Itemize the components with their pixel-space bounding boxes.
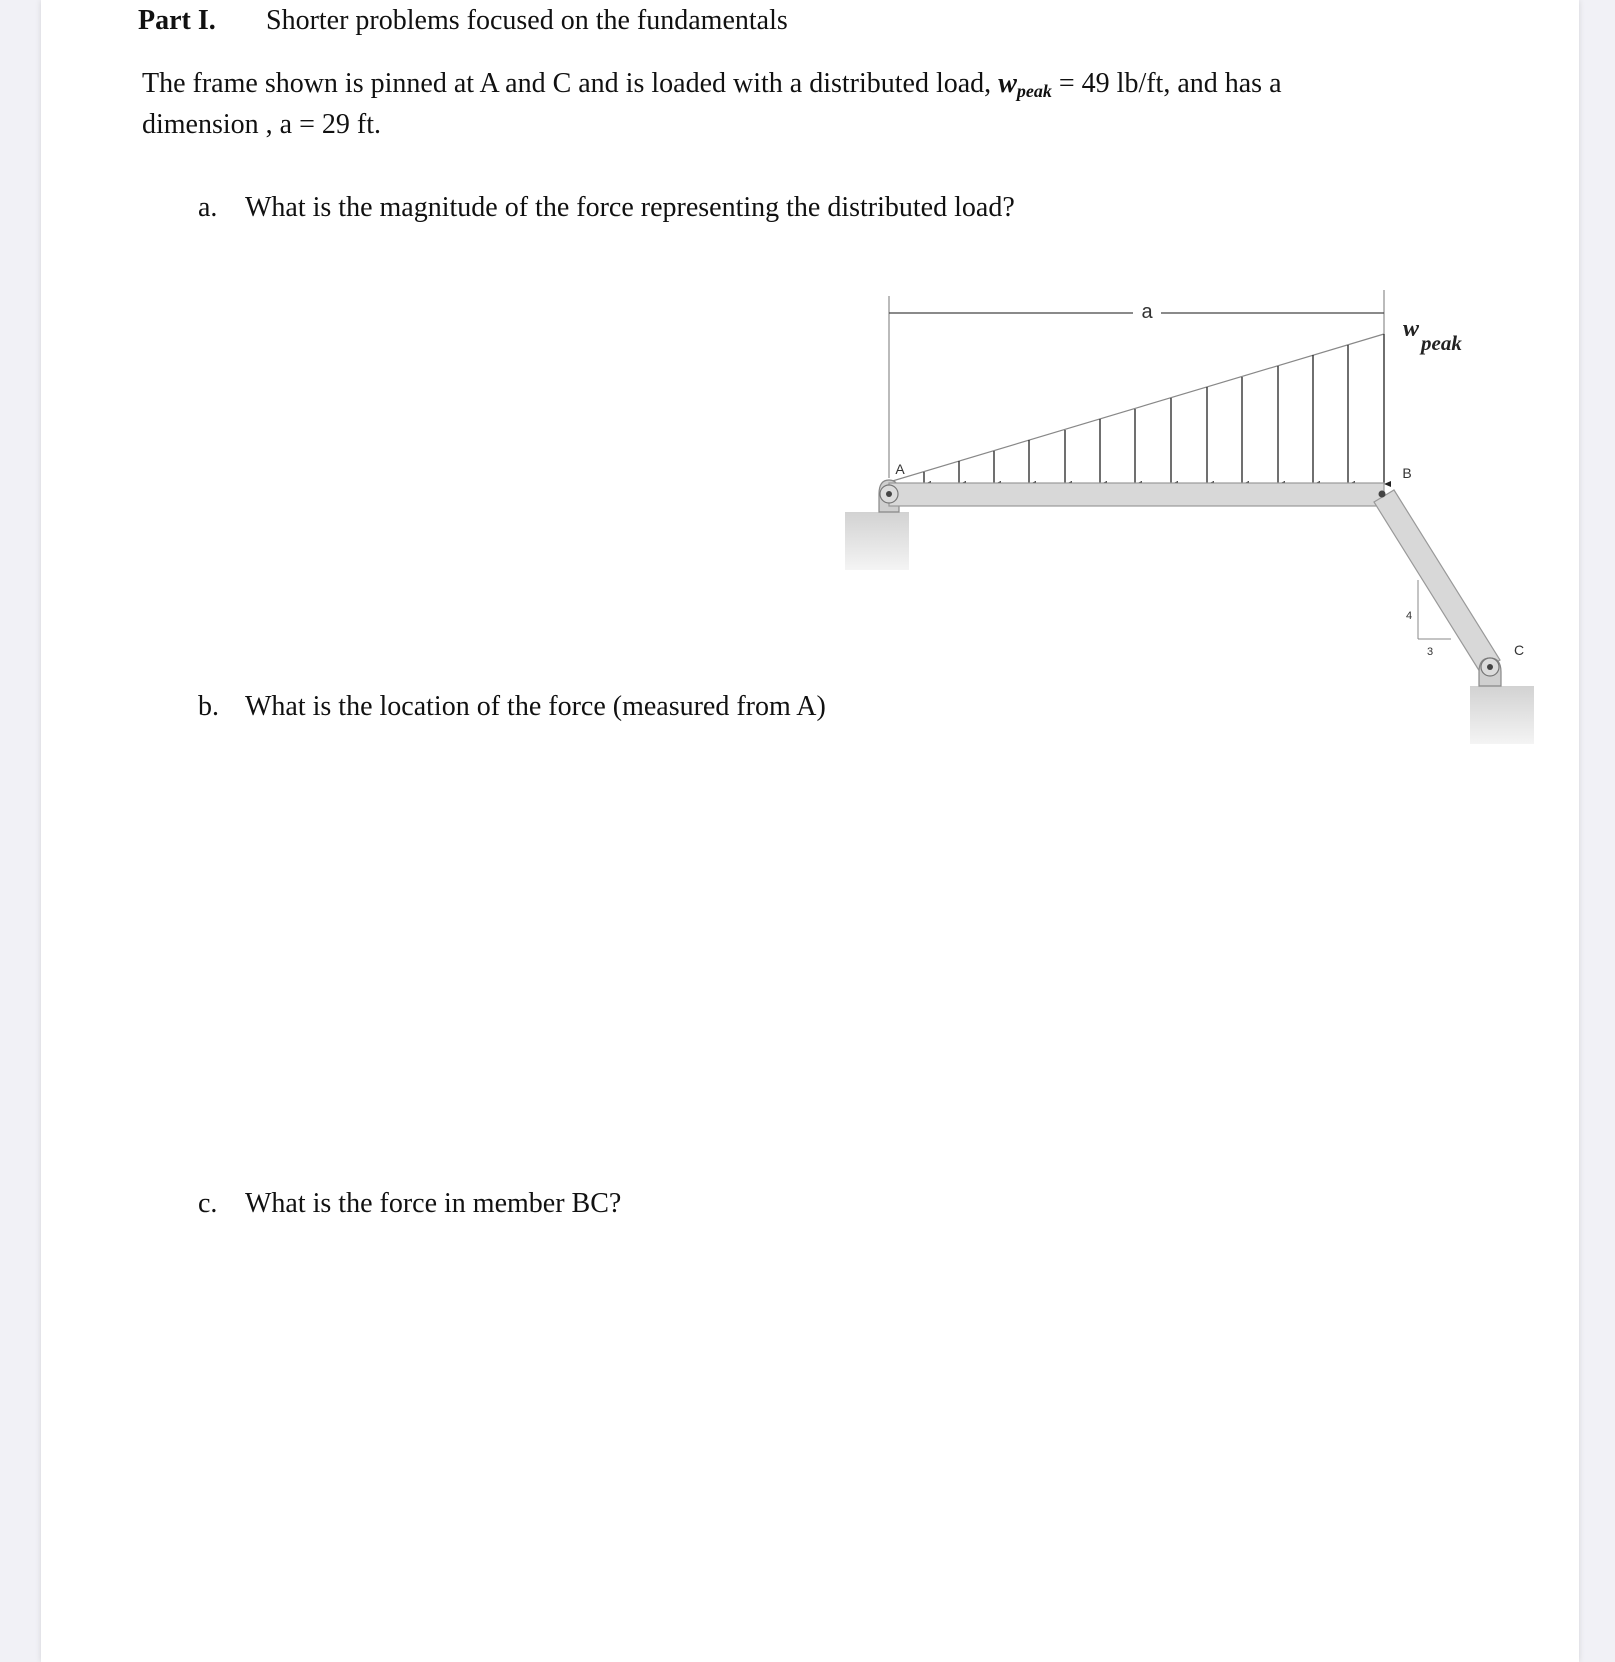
point-label-c: C <box>1513 642 1525 658</box>
beam-ab <box>889 483 1384 506</box>
question-b-text: What is the location of the force (measured from A) <box>245 691 826 722</box>
intro-line-2: dimension , a = 29 ft. <box>142 109 381 140</box>
dimension-label-a: a <box>1141 301 1153 323</box>
intro-text-pre: The frame shown is pinned at A and C and is loaded with a distributed load, <box>142 68 992 99</box>
support-c-ground <box>1470 686 1534 744</box>
frame-diagram <box>41 0 1579 800</box>
point-label-a: A <box>895 461 905 477</box>
point-label-b: B <box>1402 465 1412 481</box>
pin-c-center <box>1487 664 1493 670</box>
w-peak-symbol: wpeak <box>998 68 1052 101</box>
support-a-ground <box>845 512 909 570</box>
part-title: Shorter problems focused on the fundamentals <box>266 5 788 36</box>
member-bc <box>1374 490 1500 672</box>
question-c-text: What is the force in member BC? <box>245 1188 622 1219</box>
question-b-label: b. <box>198 691 219 722</box>
slope-label-4: 4 <box>1405 610 1413 622</box>
distributed-load-arrows <box>924 334 1384 484</box>
slope-label-3: 3 <box>1426 646 1434 658</box>
document-page <box>41 0 1579 1662</box>
w-peak-label: wpeak <box>1403 316 1462 355</box>
part-label: Part I. <box>138 5 216 36</box>
joint-b <box>1379 491 1386 498</box>
question-a-label: a. <box>198 192 218 223</box>
intro-text-post: = 49 lb/ft, and has a <box>1058 68 1282 99</box>
pin-a-center <box>886 491 892 497</box>
question-a-text: What is the magnitude of the force representing the distributed load? <box>245 192 1015 223</box>
load-slope-line <box>889 334 1384 482</box>
question-c-label: c. <box>198 1188 218 1219</box>
